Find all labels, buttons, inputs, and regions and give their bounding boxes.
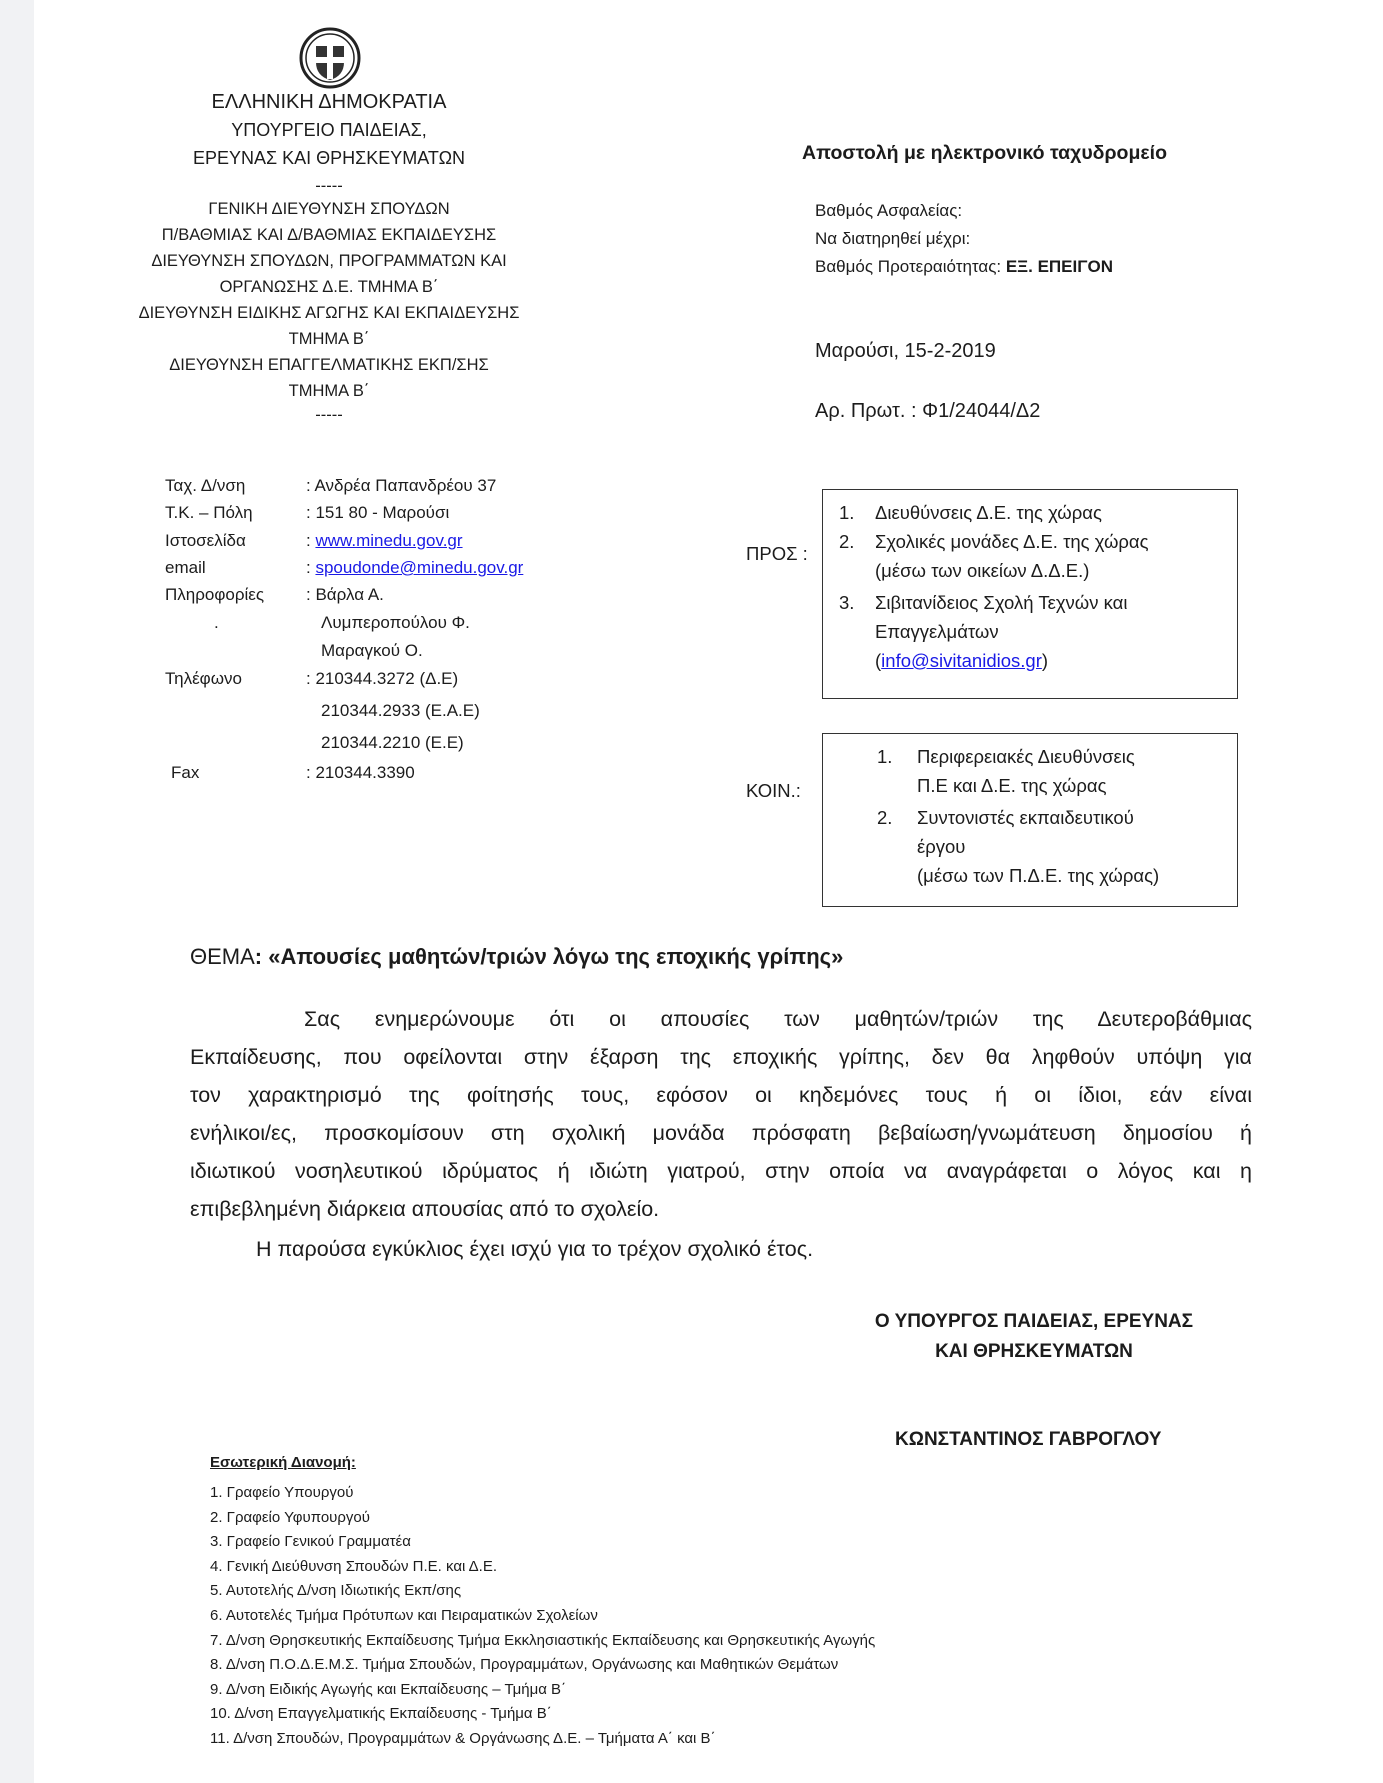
priority-row [815,253,1113,281]
fax-label: Fax [171,763,200,782]
cc-item-subtext: (μέσω των Π.Δ.Ε. της χώρας) [917,865,1160,886]
cc-item-text: Συντονιστές εκπαιδευτικού [917,807,1134,828]
distribution-item: 7. Δ/νση Θρησκευτικής Εκπαίδευσης Τμήμα Εκκλησιαστικής Εκπαίδευσης και Θρησκευτικής Αγωγής [210,1631,876,1649]
ministry-line-1: ΥΠΟΥΡΓΕΙΟ ΠΑΙΔΕΙΑΣ, [231,120,427,140]
email-label: email [165,558,206,577]
address-label: Ταχ. Δ/νση [165,476,246,495]
distribution-item: 3. Γραφείο Γενικού Γραμματέα [210,1533,411,1551]
to-item-text: Σχολικές μονάδες Δ.Ε. της χώρας [875,531,1149,552]
distribution-item: 11. Δ/νση Σπουδών, Προγραμμάτων & Οργάνωσης Δ.Ε. – Τμήματα Α΄ και Β΄ [210,1729,716,1747]
validity-paragraph: Η παρούσα εγκύκλιος έχει ισχύ για το τρέχον σχολικό έτος. [256,1237,814,1261]
body-last-line: επιβεβλημένη διάρκεια απουσίας από το σχολείο. [190,1197,660,1221]
phone-label: Τηλέφωνο [165,669,242,688]
header-block [94,88,564,426]
body-line: Σας ενημερώνουμε ότι οι απουσίες των μαθητών/τριών της Δευτεροβάθμιας [304,1007,1252,1031]
signature-title-2: ΚΑΙ ΘΡΗΣΚΕΥΜΑΤΩΝ [935,1341,1133,1362]
distribution-list [210,1481,875,1752]
to-item-text: Σιβιτανίδειος Σχολή Τεχνών και [875,592,1128,613]
subject-text: : «Απουσίες μαθητών/τριών λόγω της εποχικής γρίπης» [254,944,844,969]
phone-value-1: : 210344.3272 (Δ.Ε) [306,669,459,688]
distribution-item: 1. Γραφείο Υπουργού [210,1484,354,1501]
phone-value-2: 210344.2933 (Ε.Α.Ε) [321,701,480,720]
to-item-number: 3. [839,592,855,613]
info-value-3: Μαραγκού Ο. [321,641,423,660]
dept-line: ΔΙΕΥΘΥΝΣΗ ΕΠΑΓΓΕΛΜΑΤΙΚΗΣ ΕΚΠ/ΣΗΣ [169,356,489,374]
signature-title-1: Ο ΥΠΟΥΡΓΟΣ ΠΑΙΔΕΙΑΣ, ΕΡΕΥΝΑΣ [874,1311,1194,1332]
distribution-item: 9. Δ/νση Ειδικής Αγωγής και Εκπαίδευσης – Τμήμα Β΄ [210,1680,567,1698]
cc-item-subtext: έργου [917,836,966,857]
cc-item-number: 2. [877,807,893,828]
address-value: : Ανδρέα Παπανδρέου 37 [306,476,497,495]
dept-line: ΤΜΗΜΑ Β΄ [288,330,370,348]
meta-block [815,197,1113,281]
to-item-subtext: Επαγγελμάτων [875,621,999,642]
cc-item-number: 1. [877,746,893,767]
to-item-link-row: (info@sivitanidios.gr) [875,650,1049,671]
dept-line: Π/ΒΑΘΜΙΑΣ ΚΑΙ Δ/ΒΑΘΜΙΑΣ ΕΚΠΑΙΔΕΥΣΗΣ [161,226,497,244]
distribution-item: 10. Δ/νση Επαγγελματικής Εκπαίδευσης - Τμήμα Β΄ [210,1705,552,1723]
body-line: Εκπαίδευσης, που οφείλονται στην έξαρση της εποχικής γρίπης, δεν θα ληφθούν υπόψη για [190,1045,1252,1069]
info-value-2: Λυμπεροπούλου Φ. [321,613,470,632]
dept-line: ΔΙΕΥΘΥΝΣΗ ΕΙΔΙΚΗΣ ΑΓΩΓΗΣ ΚΑΙ ΕΚΠΑΙΔΕΥΣΗΣ [138,304,520,322]
website-colon: : [306,531,316,550]
distribution-item: 8. Δ/νση Π.Ο.Δ.Ε.Μ.Σ. Τμήμα Σπουδών, Προγραμμάτων, Οργάνωσης και Μαθητικών Θεμάτων [210,1656,839,1674]
to-label: ΠΡΟΣ : [746,543,808,564]
website-row [306,531,463,551]
body-line: ενήλικοι/ες, προσκομίσουν στη σχολική μονάδα πρόσφατη βεβαίωση/γνωμάτευση δημοσίου ή [190,1121,1252,1145]
document-page [34,0,1383,1783]
distribution-item: 2. Γραφείο Υφυπουργού [210,1508,370,1526]
dept-line: ΤΜΗΜΑ Β΄ [288,382,370,400]
info-value-1: : Βάρλα Α. [306,585,384,604]
email-link[interactable]: spoudonde@minedu.gov.gr [315,558,524,577]
greek-coat-of-arms-icon [298,26,362,90]
body-line: ιδιωτικού νοσηλευτικού ιδρύματος ή ιδιώτη γιατρού, στην οποία να αναγράφεται ο λόγος και η [190,1159,1252,1183]
document-date: Μαρούσι, 15-2-2019 [815,340,996,362]
cc-label: ΚΟΙΝ.: [746,780,801,801]
to-item-text: Διευθύνσεις Δ.Ε. της χώρας [875,502,1102,523]
security-label: Βαθμός Ασφαλείας: [815,201,963,220]
to-item-subtext: (μέσω των οικείων Δ.Δ.Ε.) [875,560,1090,581]
body-line: τον χαρακτηρισμό της φοίτησής τους, εφόσον οι κηδεμόνες τους ή οι ίδιοι, εάν είναι [190,1083,1252,1107]
protocol-number: Αρ. Πρωτ. : Φ1/24044/Δ2 [815,400,1041,422]
info-dot: . [214,613,219,632]
phone-value-3: 210344.2210 (Ε.Ε) [321,733,464,752]
priority-value: ΕΞ. ΕΠΕΙΓΟΝ [1005,257,1113,276]
keep-until-label: Να διατηρηθεί μέχρι: [815,229,971,248]
subject-label: ΘΕΜΑ [190,944,255,969]
to-recipients-box [822,489,1238,699]
distribution-title: Εσωτερική Διανομή: [210,1454,356,1471]
email-colon: : [306,558,316,577]
cc-recipients-box [822,733,1238,907]
to-item-number: 1. [839,502,855,523]
to-item-number: 2. [839,531,855,552]
website-link[interactable]: www.minedu.gov.gr [315,531,463,550]
cc-item-subtext: Π.Ε και Δ.Ε. της χώρας [917,775,1107,796]
signature-block [824,1307,1244,1367]
priority-label: Βαθμός Προτεραιότητας: [815,257,1006,276]
dept-line: ΓΕΝΙΚΗ ΔΙΕΥΘΥΝΣΗ ΣΠΟΥΔΩΝ [208,200,450,218]
fax-value: : 210344.3390 [306,763,415,782]
dept-line: ΟΡΓΑΝΩΣΗΣ Δ.Ε. ΤΜΗΜΑ Β΄ [219,278,439,296]
info-label: Πληροφορίες [165,585,265,604]
postal-label: Τ.Κ. – Πόλη [165,503,253,522]
republic-title: ΕΛΛΗΝΙΚΗ ΔΗΜΟΚΡΑΤΙΑ [211,91,447,113]
distribution-item: 4. Γενική Διεύθυνση Σπουδών Π.Ε. και Δ.Ε. [210,1557,498,1575]
sivitanidios-email-link[interactable]: info@sivitanidios.gr [881,650,1042,671]
distribution-item: 6. Αυτοτελές Τμήμα Πρότυπων και Πειραματικών Σχολείων [210,1606,598,1624]
dept-line: ΔΙΕΥΘΥΝΣΗ ΣΠΟΥΔΩΝ, ΠΡΟΓΡΑΜΜΑΤΩΝ ΚΑΙ [151,252,507,270]
signatory-name: ΚΩΝΣΤΑΝΤΙΝΟΣ ΓΑΒΡΟΓΛΟΥ [895,1429,1162,1450]
email-row [306,558,523,578]
header-separator: ----- [315,177,343,195]
ministry-line-2: ΕΡΕΥΝΑΣ ΚΑΙ ΘΡΗΣΚΕΥΜΑΤΩΝ [192,148,466,168]
distribution-item: 5. Αυτοτελής Δ/νση Ιδιωτικής Εκπ/σης [210,1582,462,1600]
delivery-method: Αποστολή με ηλεκτρονικό ταχυδρομείο [802,142,1167,164]
cc-item-text: Περιφερειακές Διευθύνσεις [917,746,1135,767]
website-label: Ιστοσελίδα [165,531,246,550]
header-separator-2: ----- [315,406,343,424]
subject-line [190,944,843,970]
postal-value: : 151 80 - Μαρούσι [306,503,450,522]
